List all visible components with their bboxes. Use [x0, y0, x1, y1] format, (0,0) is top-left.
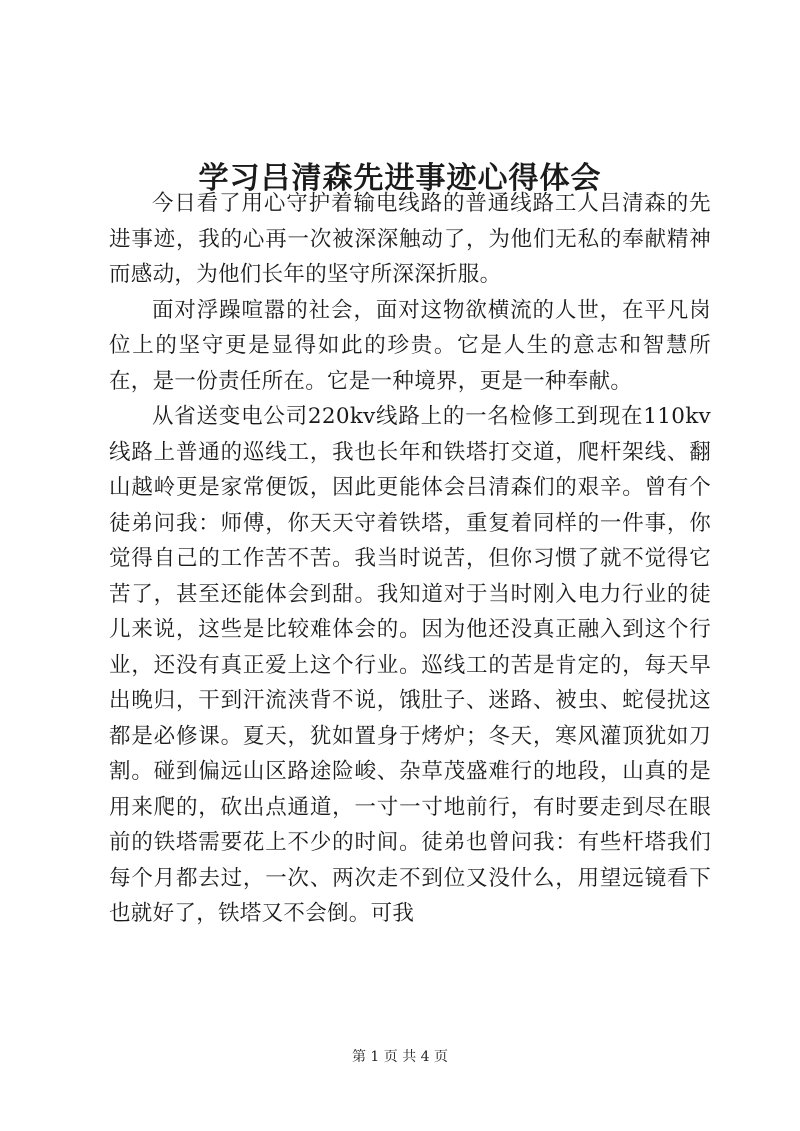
paragraph-2: 面对浮躁喧嚣的社会，面对这物欲横流的人世，在平凡岗位上的坚守更是显得如此的珍贵。它是人生的意志和智慧所在，是一份责任所在。它是一种境界，更是一种奉献。 [109, 297, 711, 394]
page-number-footer: 第 1 页 共 4 页 [351, 1049, 449, 1065]
document-title: 学习吕清森先进事迹心得体会 [198, 161, 602, 197]
paragraph-3: 从省送变电公司220kv线路上的一名检修工到现在110kv线路上普通的巡线工，我也长年和铁塔打交道，爬杆架线、翻山越岭更是家常便饭，因此更能体会吕清森们的艰辛。曾有个徒弟问我：师傅，你天天守着铁塔，重复着同样的一件事，你觉得自己的工作苦不苦。我当时说苦，但你习惯了就不觉得它苦了，甚至还能体会到甜。我知道对于当时刚入电力行业的徒儿来说，这些是比较难体会的。因为他还没真正融入到这个行业，还没有真正爱上这个行业。巡线工的苦是肯定的，每天早出晚归，干到汗流浃背不说，饿肚子、迷路、被虫、蛇侵扰这都是必修课。夏天，犹如置身于烤炉；冬天，寒风灌顶犹如刀割。碰到偏远山区路途险峻、杂草茂盛难行的地段，山真的是用来爬的，砍出点通道，一寸一寸地前行，有时要走到尽在眼前的铁塔需要花上不少的时间。徒弟也曾问我：有些杆塔我们每个月都去过，一次、两次走不到位又没什么，用望远镜看下也就好了，铁塔又不会倒。可我 [109, 404, 711, 926]
paragraph-1: 今日看了用心守护着输电线路的普通线路工人吕清森的先进事迹，我的心再一次被深深触动了，为他们无私的奉献精神而感动，为他们长年的坚守所深深折服。 [109, 191, 711, 287]
document-body [109, 186, 711, 932]
